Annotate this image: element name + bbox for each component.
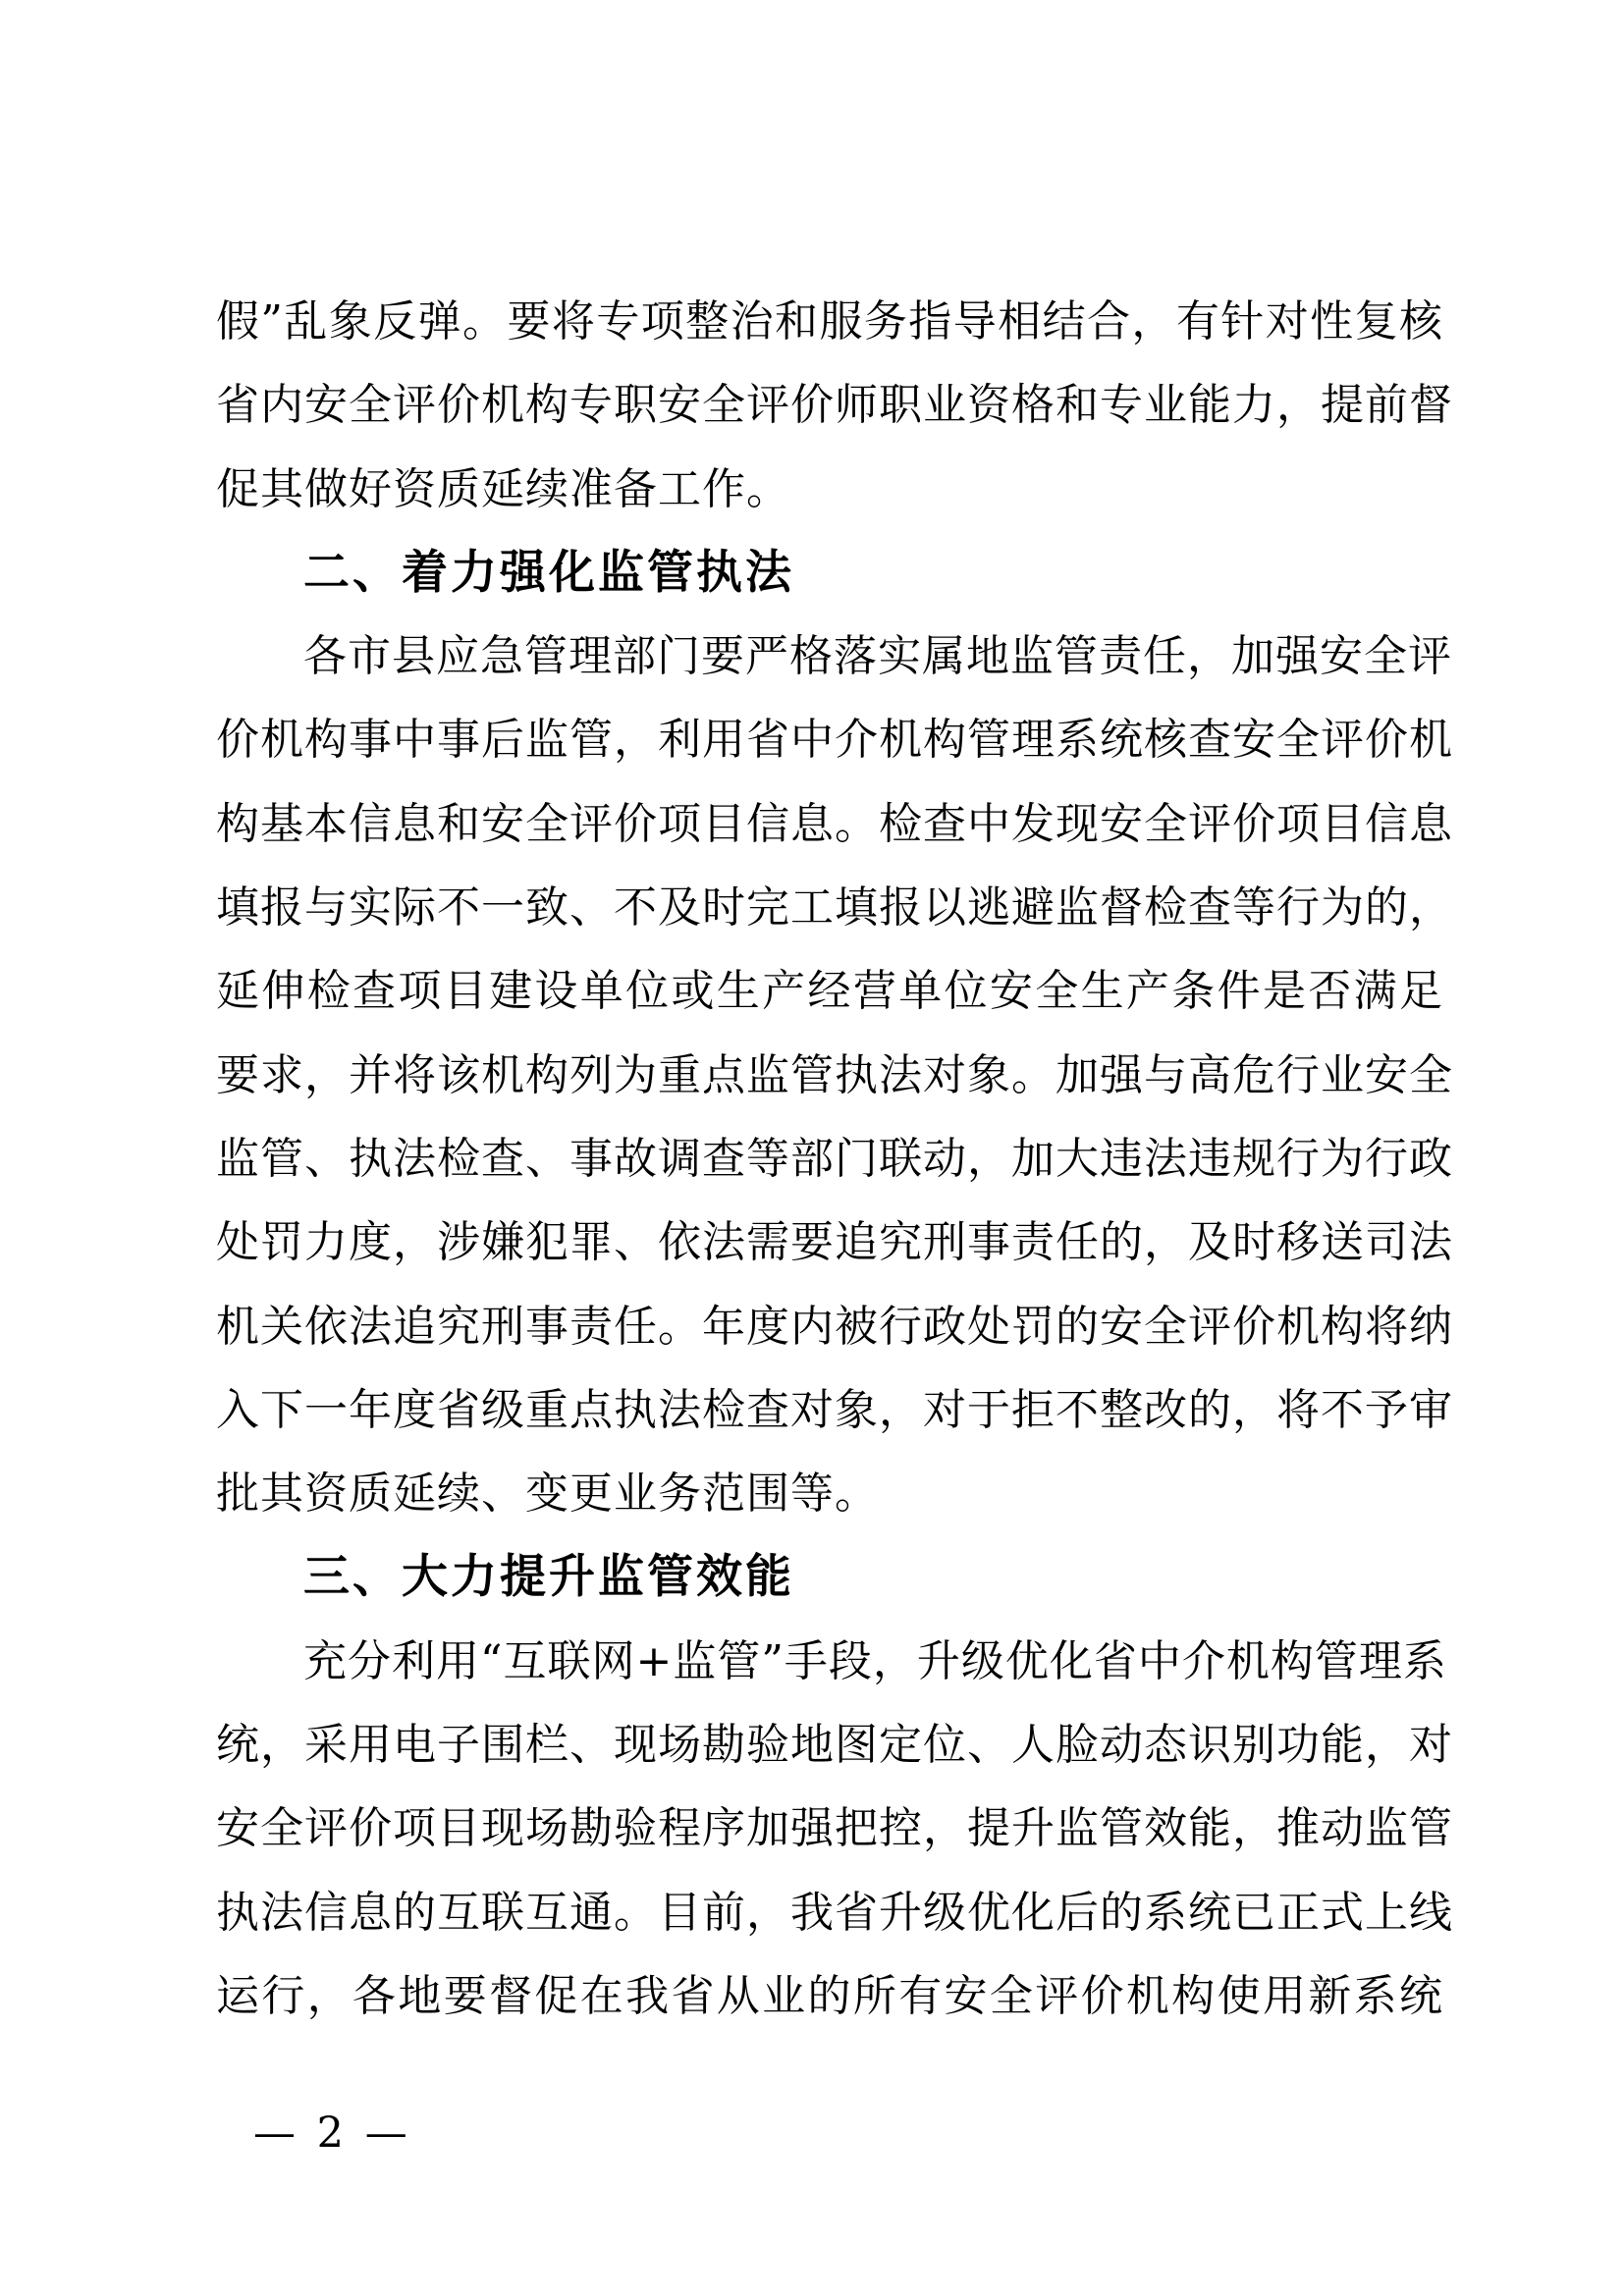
- text-line: 处罚力度，涉嫌犯罪、依法需要追究刑事责任的，及时移送司法: [216, 1217, 1453, 1268]
- document-body: [216, 280, 1453, 2038]
- text-line: 安全评价项目现场勘验程序加强把控，提升监管效能，推动监管: [216, 1803, 1453, 1854]
- page-number: — 2 —: [253, 2109, 411, 2158]
- text-line: 监管、执法检查、事故调查等部门联动，加大违法违规行为行政: [216, 1133, 1453, 1184]
- text-line: 运行，各地要督促在我省从业的所有安全评价机构使用新系统: [216, 1970, 1443, 2021]
- text-line: 要求，并将该机构列为重点监管执法对象。加强与高危行业安全: [216, 1049, 1453, 1100]
- text-line: 执法信息的互联互通。目前，我省升级优化后的系统已正式上线: [216, 1887, 1453, 1938]
- text-line: 各市县应急管理部门要严格落实属地监管责任，加强安全评: [303, 631, 1452, 682]
- text-line: 统，采用电子围栏、现场勘验地图定位、人脸动态识别功能，对: [216, 1720, 1453, 1771]
- text-line: 价机构事中事后监管，利用省中介机构管理系统核查安全评价机: [216, 715, 1453, 766]
- text-line: 假”乱象反弹。要将专项整治和服务指导相结合，有针对性复核: [216, 296, 1443, 347]
- text-line: 入下一年度省级重点执法检查对象，对于拒不整改的，将不予审: [216, 1384, 1453, 1435]
- text-line: 充分利用“互联网+监管”手段，升级优化省中介机构管理系: [303, 1635, 1447, 1686]
- text-line: 促其做好资质延续准备工作。: [216, 463, 790, 514]
- text-line: 机关依法追究刑事责任。年度内被行政处罚的安全评价机构将纳: [216, 1301, 1453, 1352]
- text-line: 省内安全评价机构专职安全评价师职业资格和专业能力，提前督: [216, 380, 1453, 431]
- section-heading: 二、着力强化监管执法: [303, 545, 794, 600]
- section-heading: 三、大力提升监管效能: [303, 1550, 794, 1605]
- text-line: 批其资质延续、变更业务范围等。: [216, 1468, 879, 1520]
- text-line: 构基本信息和安全评价项目信息。检查中发现安全评价项目信息: [216, 798, 1453, 849]
- text-line: 填报与实际不一致、不及时完工填报以逃避监督检查等行为的，: [216, 882, 1453, 934]
- text-line: 延伸检查项目建设单位或生产经营单位安全生产条件是否满足: [216, 966, 1443, 1017]
